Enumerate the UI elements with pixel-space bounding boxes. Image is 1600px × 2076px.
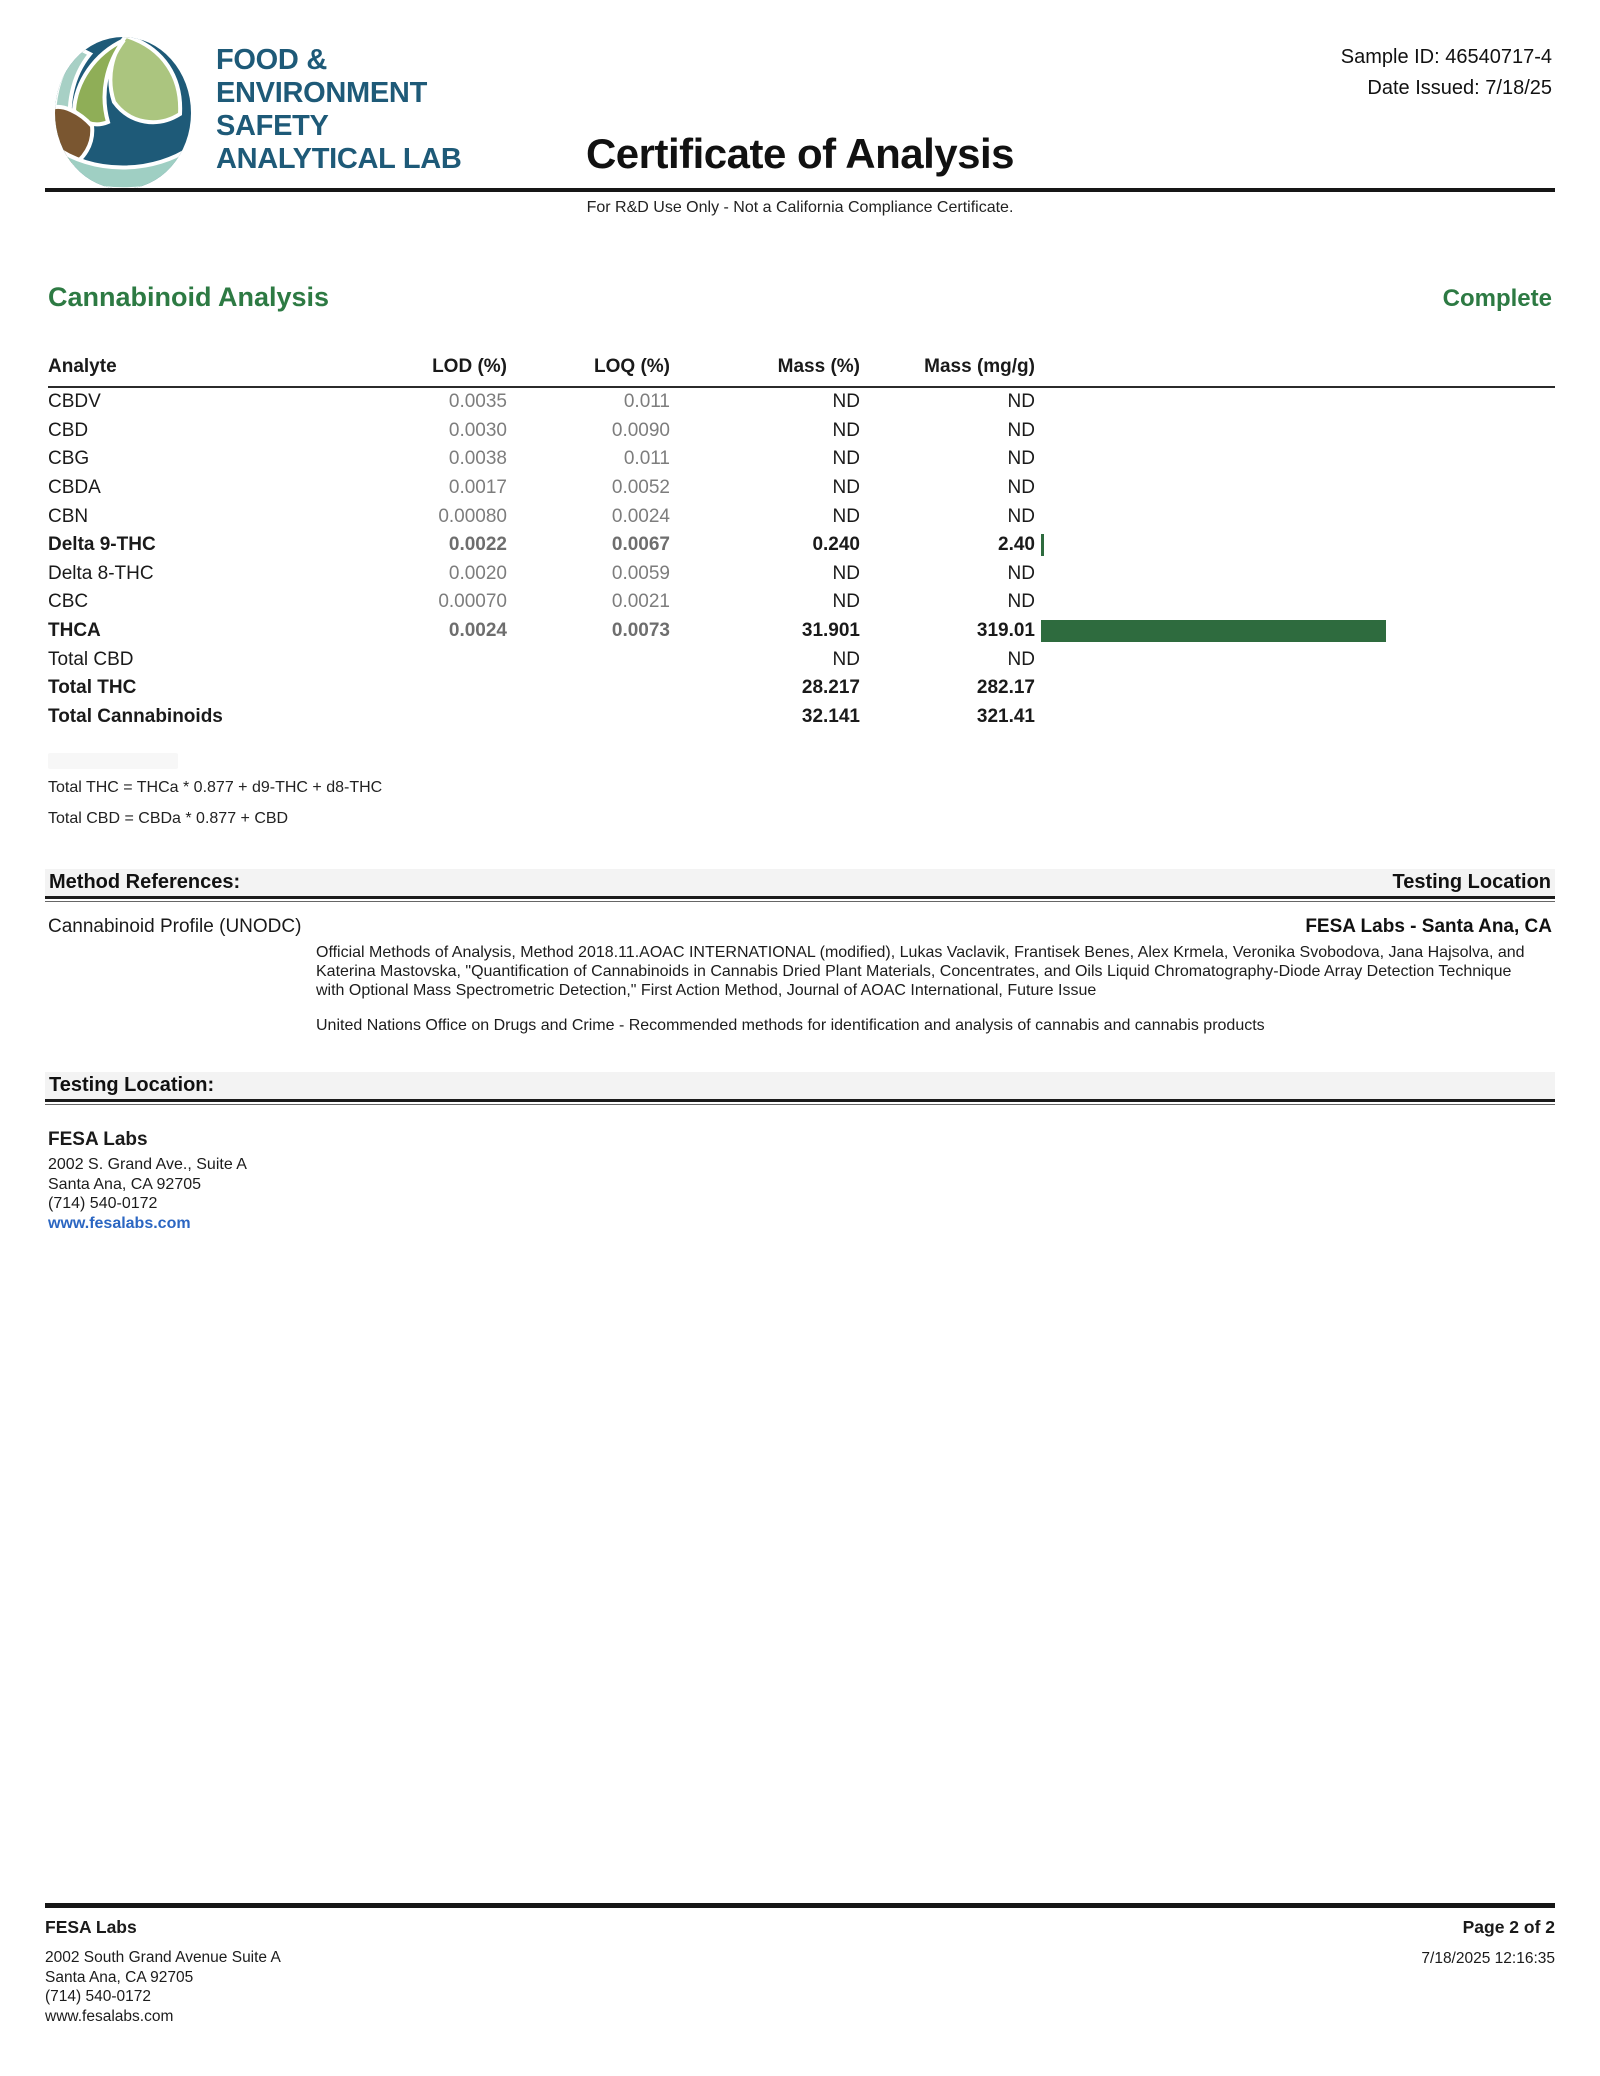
method-reference-text-1: Official Methods of Analysis, Method 2018.11.AOAC INTERNATIONAL (modified), Lukas Vaclavik, Frantisek Benes, Alex Krmela, Veronika Svobodova, Jana Hajsolva, and Katerina Mastovska, "Quantification of Cannabinoids in Cannabis Dried Plant Materials, Concentrates, and Oils Liquid Chromatography-Diode Array Detection Technique with Optional Mass Spectrometric Detection," First Action Method, Journal of AOAC International, Future Issue — [316, 944, 1525, 1000]
cell-mass: ND — [832, 505, 860, 527]
header-rule — [45, 188, 1555, 192]
cell-mgg: 282.17 — [976, 677, 1035, 699]
method-references-heading: Method References: — [49, 871, 241, 894]
mass-bar-cell — [1035, 531, 1555, 560]
cell-mgg: ND — [1007, 562, 1035, 584]
mass-bar — [1041, 620, 1386, 642]
cell-analyte: Delta 8-THC — [48, 562, 154, 584]
cell-lod: 0.0022 — [448, 534, 507, 556]
table-row — [48, 560, 1555, 589]
mass-bar-cell — [1035, 560, 1555, 589]
address-line-2: Santa Ana, CA 92705 — [48, 1175, 202, 1193]
cell-analyte: Total CBD — [48, 648, 134, 670]
mass-bar-cell — [1035, 703, 1555, 732]
compliance-subtitle: For R&D Use Only - Not a California Compliance Certificate. — [586, 199, 1014, 216]
testing-location-column-heading: Testing Location — [1392, 871, 1551, 894]
cell-mgg: 321.41 — [976, 705, 1035, 727]
cell-mgg: ND — [1007, 648, 1035, 670]
cell-mass: 0.240 — [812, 534, 860, 556]
table-row — [48, 617, 1555, 646]
date-issued: Date Issued: 7/18/25 — [1367, 77, 1552, 99]
table-header-row — [48, 354, 1555, 388]
mass-bar-cell — [1035, 417, 1555, 446]
cell-loq: 0.011 — [623, 448, 670, 470]
document-title: Certificate of Analysis — [585, 130, 1015, 177]
cell-loq: 0.0021 — [611, 591, 670, 613]
footer-right — [1421, 1917, 1555, 2026]
footer-address-1: 2002 South Grand Avenue Suite A — [45, 1949, 281, 1966]
cell-loq: 0.0024 — [611, 505, 670, 527]
cell-mass: ND — [832, 391, 860, 413]
faint-watermark-text — [48, 753, 178, 769]
cell-mgg: 319.01 — [976, 620, 1035, 642]
cell-mgg: ND — [1007, 448, 1035, 470]
mass-bar-cell — [1035, 588, 1555, 617]
cell-lod: 0.0017 — [448, 477, 507, 499]
footer-address-2: Santa Ana, CA 92705 — [45, 1968, 194, 1986]
table-row — [48, 588, 1555, 617]
cell-mgg: ND — [1007, 391, 1035, 413]
table-row — [48, 531, 1555, 560]
total-thc-formula: Total THC = THCa * 0.877 + d9-THC + d8-THC — [48, 779, 383, 797]
cell-lod: 0.00080 — [438, 505, 507, 527]
lab-name-line: SAFETY — [216, 110, 329, 142]
method-row — [48, 916, 1552, 938]
col-header-mass-mgg: Mass (mg/g) — [924, 356, 1035, 377]
cell-mass: 31.901 — [801, 620, 860, 642]
table-row — [48, 645, 1555, 674]
table-body — [48, 388, 1555, 731]
col-header-lod: LOD (%) — [432, 356, 507, 377]
page-footer — [45, 1903, 1555, 2026]
testing-location-address — [48, 1129, 1552, 1233]
section-divider — [45, 1104, 1555, 1105]
cell-analyte: CBDA — [48, 477, 101, 499]
cell-lod: 0.0024 — [448, 620, 507, 642]
cell-mass: ND — [832, 448, 860, 470]
mass-bar-cell — [1035, 674, 1555, 703]
testing-location-bar — [45, 1072, 1555, 1102]
cell-loq: 0.0059 — [611, 562, 670, 584]
total-cbd-formula: Total CBD = CBDa * 0.877 + CBD — [48, 810, 289, 828]
cell-analyte: Total Cannabinoids — [48, 705, 223, 727]
mass-bar-cell — [1035, 388, 1555, 417]
cell-lod: 0.00070 — [438, 591, 507, 613]
cell-lod: 0.0035 — [448, 391, 507, 413]
cannabinoid-table — [48, 354, 1555, 731]
method-name: Cannabinoid Profile (UNODC) — [48, 916, 302, 938]
cell-mgg: ND — [1007, 477, 1035, 499]
table-row — [48, 703, 1555, 732]
cell-analyte: CBDV — [48, 391, 101, 413]
section-divider — [45, 901, 1555, 902]
cell-loq: 0.0052 — [611, 477, 670, 499]
mass-bar-cell — [1035, 502, 1555, 531]
table-row — [48, 502, 1555, 531]
formula-block — [48, 753, 1552, 828]
cell-analyte: THCA — [48, 620, 101, 642]
lab-name-line: ENVIRONMENT — [216, 77, 427, 109]
method-testing-location: FESA Labs - Santa Ana, CA — [1305, 916, 1552, 938]
mass-bar-cell — [1035, 617, 1555, 646]
cell-mgg: 2.40 — [998, 534, 1035, 556]
cell-mass: 32.141 — [801, 705, 860, 727]
table-row — [48, 417, 1555, 446]
footer-left — [45, 1917, 281, 2026]
table-row — [48, 674, 1555, 703]
mass-bar-cell — [1035, 445, 1555, 474]
cell-lod: 0.0030 — [448, 419, 507, 441]
lab-name-line: FOOD & — [216, 44, 327, 76]
cell-mgg: ND — [1007, 505, 1035, 527]
status-badge: Complete — [1442, 285, 1552, 312]
cell-mgg: ND — [1007, 591, 1035, 613]
lab-name-text: FESA Labs — [48, 1129, 148, 1151]
report-header — [0, 0, 1600, 230]
testing-location-heading: Testing Location: — [49, 1074, 215, 1097]
sample-id: Sample ID: 46540717-4 — [1340, 46, 1552, 68]
cell-loq: 0.0073 — [611, 620, 670, 642]
address-line-1: 2002 S. Grand Ave., Suite A — [48, 1156, 247, 1174]
table-row — [48, 474, 1555, 503]
table-row — [48, 388, 1555, 417]
cell-loq: 0.0090 — [611, 419, 670, 441]
cell-analyte: CBC — [48, 591, 89, 613]
mass-bar-cell — [1035, 645, 1555, 674]
website-link[interactable]: www.fesalabs.com — [48, 1214, 191, 1232]
cell-mass: ND — [832, 648, 860, 670]
col-header-analyte: Analyte — [48, 356, 117, 377]
mass-bar — [1041, 534, 1044, 556]
footer-lab-name: FESA Labs — [45, 1917, 137, 1937]
cell-analyte: Delta 9-THC — [48, 534, 156, 556]
cell-mass: ND — [832, 591, 860, 613]
cell-mgg: ND — [1007, 419, 1035, 441]
cell-analyte: CBD — [48, 419, 89, 441]
lab-name-line: ANALYTICAL LAB — [216, 143, 462, 175]
table-row — [48, 445, 1555, 474]
cell-analyte: CBN — [48, 505, 89, 527]
method-reference-text-2: United Nations Office on Drugs and Crime - Recommended methods for identification and analysis of cannabis and cannabis products — [316, 1017, 1265, 1035]
sample-meta — [1341, 42, 1552, 104]
cell-mass: ND — [832, 419, 860, 441]
phone-number: (714) 540-0172 — [48, 1195, 158, 1213]
method-references-bar — [45, 869, 1555, 899]
cell-mass: 28.217 — [801, 677, 860, 699]
cell-loq: 0.011 — [623, 391, 670, 413]
section-title: Cannabinoid Analysis — [48, 282, 330, 312]
col-header-loq: LOQ (%) — [594, 356, 670, 377]
footer-website-link[interactable]: www.fesalabs.com — [45, 2007, 174, 2025]
print-datetime: 7/18/2025 12:16:35 — [1421, 1950, 1555, 1967]
cell-lod: 0.0020 — [448, 562, 507, 584]
cell-analyte: Total THC — [48, 677, 137, 699]
col-header-mass-pct: Mass (%) — [777, 356, 860, 377]
cell-mass: ND — [832, 562, 860, 584]
cell-lod: 0.0038 — [448, 448, 507, 470]
page-number: Page 2 of 2 — [1462, 1917, 1555, 1937]
cell-mass: ND — [832, 477, 860, 499]
section-header-row — [48, 282, 1552, 313]
cell-analyte: CBG — [48, 448, 90, 470]
footer-phone: (714) 540-0172 — [45, 1988, 151, 2005]
cell-loq: 0.0067 — [611, 534, 670, 556]
mass-bar-cell — [1035, 474, 1555, 503]
